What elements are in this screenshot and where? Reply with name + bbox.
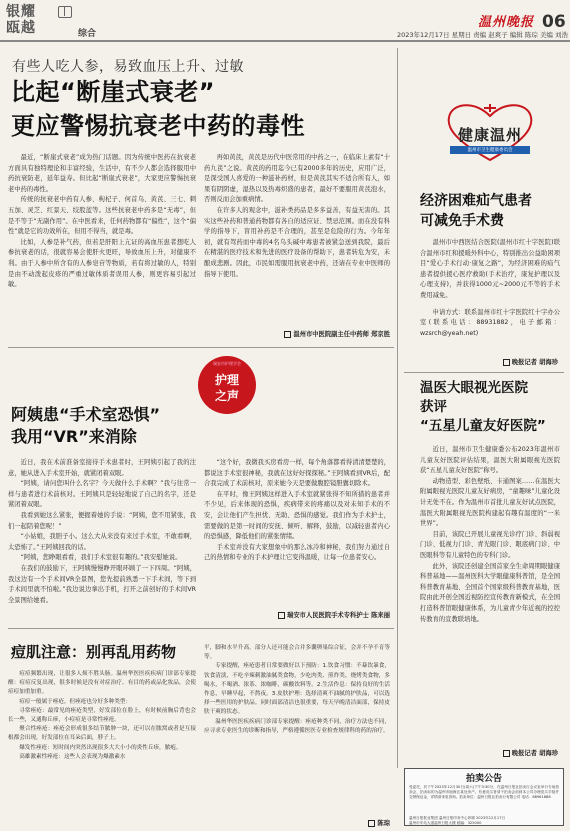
date-line: 2023年12月17日 星期日 责编 赵爽子 编辑 陈琮 美编 刘浩 [396,31,568,39]
lead-kicker: 有些人吃人参，易致血压上升、过敏 [12,59,244,75]
lead-col-1-p3: 比如，人参是补气药，但若是肝阳上亢证的高血压患者想吃人参抗衰老的话，很就容易会使肝火更旺，导致血压上升，对健康不利。由于人参中所含有的人参皂苷等物质，若有将过敏的人，特别是由不动泼起皮疹的严重过敏体质者误用人参，则更容易引起过敏。 [8,238,196,289]
pediatric-byline-text: 晚报记者 胡海珍 [511,750,558,757]
hernia-byline-text: 晚报记者 胡海珍 [511,359,558,366]
acne-col-1-p2: 痘痘一般属于痤疮，但痤疮也分好多种类型： [19,698,132,705]
hernia-body [420,238,560,339]
pediatric-headline-2: 获评 [420,399,447,415]
pediatric-p2: 动物造型、彩色壁纸、卡通图案……在温医大附属眼视光医院儿童友好病房，“童趣味”儿童化设计无处不在。作为温州市首批儿童友好试点医院，温医大附属眼视光医院构建起有趣有温度的“一米世界”。 [420,477,560,528]
pediatric-p1: 近日，温州市卫生健康委公布2023年温州市儿童友好医院评估结果，温医大附属眼视光医院获“五星儿童友好医院”称号。 [420,446,560,475]
section-label: 综合 [78,29,97,39]
footer-address: 温州市车站大道温州日报大楼 邮编：325000 [409,821,482,825]
byline-box-icon [503,359,510,366]
auction-body: 受委托，於下午2023年12月30日(周六)下午3:30分，在温州日报社拍卖行会议室举行专场拍卖会，拍卖标的为温州市瓯海区某处房产。有意竞买者请于拍卖会前到本公司办理竞买手续并交纳保证金，详情请来电咨询。拍卖单位：温州日报社拍卖行有限公司 电话：88961888 [409,785,559,800]
hernia-headline-1: 经济困难疝气患者 [420,193,532,209]
lead-headline-1: 比起“断崖式衰老” [11,78,216,106]
vr-col-1-p3: 我看到她这么紧张，便握着她的手说：“阿姨，您不用紧张，我们一起陪着您呢！” [8,511,196,530]
acne-col-2 [204,644,390,736]
pediatric-body [420,445,560,625]
vr-col-1-p1: 近日，我在术前准备室接待手术患者时，王阿姨引起了我的注意，她从进入手术室开始，就紧闭着双眼。 [8,459,196,477]
vr-headline-2: 我用“VR”来消除 [11,427,137,446]
paper-name: 温州晚报 [478,15,535,30]
auction-notice [404,768,564,826]
lead-divider [8,347,394,348]
hernia-p1: 温州市中西医结合医院(温州市红十字医院)联合温州市红和援暖外科中心，特别推出公益助困项目“爱心手术行动·康复之路”，为经济困难的疝气患者提供援心医疗救助(手术治疗，康复护理以及心理支持)，并获得1000元~2000元不等的手术费用减免。 [420,239,560,299]
pediatric-p4: 此外，该院还创建全国首家全生命周期眼健康科普基地——温州医科大学眼健康科普馆，是全国科普教育基地、全国首个国家级科普教育基地，医院由此开创全国近视防控宣传教育新模式，在全国打造科普馆眼健康体系，为儿童青少年近视的控控传教育的宣教联培地。 [420,562,560,623]
pediatric-headline-1: 温医大眼视光医院 [420,380,528,396]
healthy-wenzhou-logo [440,102,540,164]
nursing-logo-line-2: 之声 [214,389,239,403]
vr-headline-1: 阿姨患“手术室恐惧” [11,405,161,424]
brand-subtitle: 温州市卫生健康委员会 [450,146,530,154]
byline-box-icon [368,820,375,827]
acne-col-1-p1: 痘痘频繁出现，让很多人烦不胜头肠。温州华医医疾疾病门诊部专家提醒：痘痘反复出现，很多时候是没有对症治疗。有目的药或品化妆品，会使痘痘加重加重。 [8,671,196,696]
vr-col-2-p2: 在平时，像王阿姨这样进入手术室就紧张得不知所措的患者并不少见，后来体现的恐惧，疾病带来的疼痛以及对未知手术的不安，会让他们产生担忧、无助、恐惧的感觉。我们作为手术护士，需要做的是第一时间的安抚、倾听、解释，鼓励，以减轻患者内心的恐惧感，降低他们的紧张情绪。 [204,490,390,541]
vr-divider [8,628,394,629]
pediatric-p3: 目前，该院已开展儿童视光诊疗门诊、斜弱视门诊、低视力门诊、青光眼门诊、眼底病门诊、中医眼科等有儿童特色的专科门诊。 [420,530,560,559]
brand-title: 健康温州 [457,126,522,144]
column-logo [6,4,52,38]
lead-col-1 [8,153,196,291]
book-icon [58,6,72,18]
acne-col-1-p3: 寻常痤疮：最常见的痤疮类型，好发部位在脸上，有时候前胸后背也会长一些，又通称丘疹，小痘痘是寻常性痤疮。 [8,707,196,724]
lead-col-2 [204,153,390,280]
acne-col-1-p4: 聚合性痤疮：痤疮会形成很多结节脓肿一块，还可以在脓窝或者是互接根都会出现，好发部位在耳朵后面，脖子上。 [8,726,196,742]
vr-col-2-p3: 手术室并没有大家想象中的那么冰冷和神秘，我们努力通过自己的热情和专业的手术护理让它变得温暖，让每一位患者安心。 [204,543,390,562]
vr-col-1-p4: “小姑娘，我胆子小。这么大从来没有来过手术室，不敢看啊，太恐怖了。”王阿姨回我的话。 [8,533,196,551]
vr-col-2 [204,458,390,564]
nursing-voice-logo [198,356,256,414]
column-logo-top: 银耀 [6,4,36,20]
acne-byline [204,818,390,827]
footer-press: 温州日报报业集团 [409,816,438,820]
hernia-headline-2: 可减免手术费 [420,213,504,229]
vr-col-1-p5: “阿姨，您睁眼看看，我们手术室很有趣的。”我安慰她说。 [20,554,182,562]
lead-col-1-p2: 传统的抗衰老中药有人参、枸杞子、何首乌、黄芪、三七、刺五加、灵芝、红景天、绞股蓝等。这些抗衰老中药多是“无毒”，但是不等于“无副作用”。在中医看来，任何药物都有“偏性”，这个“偏性”就是它的功效所在，但用不得当，就是毒。 [8,196,196,236]
footer-date: 2023年12月17日 [476,816,506,820]
lead-col-2-p1: 再如黄芪，黄芪是历代中医常用的中药之一，在临床上素有“十药九芪”之说。黄芪的药用迄今已有2000多年的历史，应用广泛，是深受国人喜爱的一种滋补药材，但是黄芪其实不适合所有人，如果有阴阴虚，湿热以及热毒炽盛的患者，最好不要服用黄芪泡水，否则反而会加重病情。 [204,154,390,204]
lead-col-1-p1: 最近，“断崖式衰老”成为热门话题。因为传统中医药在抗衰老方面具有独特理论和丰富经验，生活中，有不少人都会选择服用中药抗衰防老，延年益寿。但比起“断崖式衰老”，大家更应警惕抗衰老中药的毒性。 [8,154,196,193]
page-number: 06 [542,12,566,32]
nursing-logo-line-1: 护理 [214,373,239,387]
vr-byline [204,610,390,619]
vr-col-1-p6: 在我们的鼓励下，王阿姨慢慢睁开眼环顾了一下四周。“阿姨，我这边有一个手术间VR全景图，您先提前熟悉一下手术间，等下到手术间里就不怕啦。”我边说边拿出手机，打开之前创好的手术间VR全景图给她看。 [8,564,196,604]
hernia-p2: 申请方式：联系温州市红十字医院红十字办公室(联系电话：88931882，电子邮箱：wzsrch@yeah.net) [420,308,560,337]
acne-col-1-p6: 高雄激素性痤疮：这些人会表现为爆激素水 [19,753,126,760]
vr-col-2-p1: “这个好，我微我买房看房一样，每个角落都看得清清楚楚的，都说这手术室很神秘，我就在这好好探探秘。”王阿姨看到VR后，配合我完成了术前核对，原来她今天是要做腹腔镜胆囊切除术。 [204,459,390,488]
acne-col-1-p5: 爆发性痤疮：短时间内突然出现很多大大小小的炎性丘疹，脓疱。 [19,744,182,751]
pediatric-byline [420,748,558,757]
nursing-logo-ring: 瑞安市护理学会 [213,361,241,366]
byline-box-icon [278,612,285,619]
lead-byline-text: 温州市中医院副主任中药师 郑京胜 [293,331,390,338]
auction-title: 拍卖公告 [465,774,502,784]
masthead-rule [0,40,570,42]
vr-col-1-p2: “阿姨，请问您叫什么名字？今天做什么手术啊？”我与往常一样与患者进行术前核对。王阿姨只是轻轻地说了自己的名字，还是紧闭着双眼。 [8,480,196,509]
hernia-divider [404,372,564,373]
masthead [0,0,570,44]
acne-col-1 [8,670,196,762]
footer-print: 温州日报印务中心印刷 [438,816,475,820]
acne-col-2-p1: 平，脚和水平升高。部分人还可能会合并多囊卵巢综合征，会并不孕不育等等。 [204,645,390,661]
vr-byline-text: 瑞安市人民医院手术专科护士 陈来丽 [287,612,390,619]
hernia-byline [420,357,558,366]
acne-col-2-p2: 专家提醒，痤疮患者日常要做好以下预防：1.饮食习惯：不暴饮暴食，饮食清淡，不吃辛辣刺激油腻类食物，少吃肉类、煎炸类、烧烤类食物，多喝水，不喝酒、浓茶、浓咖啡，碳酸饮料等。2.生活作息：保持良好的生活作息，早睡早起，不熬夜。3.皮肤护理：选择清爽不油腻的护肤品，可以选择一些医用的护肤品。同时面部清洁也很重要，每天早晚清洁面部，保持皮肤干爽的状态。 [204,663,390,716]
acne-col-2-p3: 温州华医医疾疾病门诊部专家提醒：痤疮种类不同，治疗方法也不同，应寻求专业医生的诊断和指导，严格遵循医医专业检查规律科的药的治疗。 [204,718,390,734]
byline-box-icon [284,331,291,338]
lead-col-2-p2: 在许多人的观念中，滋补类药品是多多益善，有益无害的。其实这些补药和普通药物都有各自的适应证、禁忌范围。而在没有科学的指导下，盲用补药是不合理的，甚至是危险的行为。今年年初，就有驾药而中毒的4名乌头碱中毒患者被紧急送到我院，最后在精湛的医疗技术和先进的医疗设备的帮助下，患者转危为安，未酿成悲剧。因此，市民如需服用抗衰老中药，还请在专业中医师的指导下使用。 [204,206,390,278]
byline-box-icon [503,750,510,757]
acne-headline: 痘肌注意：别再乱用药物 [11,643,177,661]
pediatric-headline-3: “五星儿童友好医院” [420,418,546,434]
column-logo-bottom: 瓯越 [6,20,36,36]
acne-byline-text: 陈琮 [377,820,390,827]
lead-headline-2: 更应警惕抗衰老中药的毒性 [11,112,305,140]
vr-col-1 [8,458,196,606]
lead-byline [204,329,390,338]
column-divider [397,48,398,768]
